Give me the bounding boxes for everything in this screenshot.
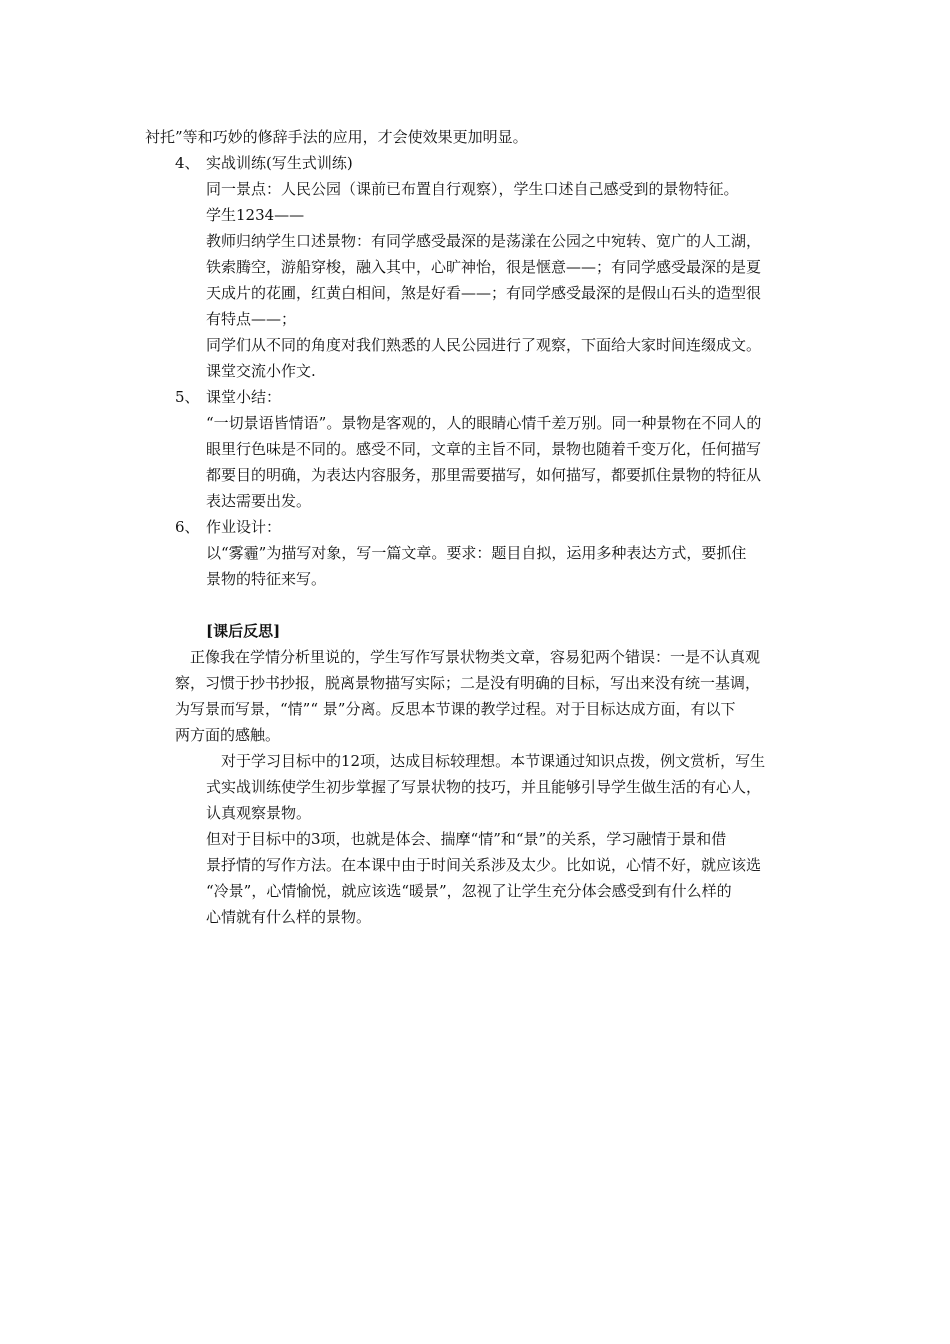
spacer bbox=[145, 592, 815, 618]
item-number: 6、 bbox=[175, 518, 200, 536]
paragraph-line: 景抒情的写作方法。在本课中由于时间关系涉及太少。比如说，心情不好，就应该选 bbox=[206, 856, 762, 874]
paragraph-line: 课堂交流小作文. bbox=[206, 362, 316, 380]
paragraph-line: 对于学习目标中的12项，达成目标较理想。本节课通过知识点拨，例文赏析，写生 bbox=[206, 752, 766, 770]
paragraph-line: 同学们从不同的角度对我们熟悉的人民公园进行了观察，下面给大家时间连缀成文。 bbox=[206, 336, 762, 354]
item-number: 5、 bbox=[175, 388, 200, 406]
list-item-6 bbox=[145, 514, 815, 540]
paragraph-line: 为写景而写景，“情”“ 景”分离。反思本节课的教学过程。对于目标达成方面，有以下 bbox=[175, 700, 736, 718]
list-item-5 bbox=[145, 384, 815, 410]
item-title: 课堂小结： bbox=[206, 388, 282, 406]
paragraph-line: 眼里行色味是不同的。感受不同，文章的主旨不同，景物也随着千变万化，任何描写 bbox=[206, 440, 762, 458]
document-body bbox=[145, 124, 815, 930]
intro-line: 衬托”等和巧妙的修辞手法的应用，才会使效果更加明显。 bbox=[145, 128, 528, 146]
item-title: 实战训练(写生式训练) bbox=[206, 154, 353, 172]
paragraph-line: 认真观察景物。 bbox=[206, 804, 312, 822]
paragraph-line: 教师归纳学生口述景物：有同学感受最深的是荡漾在公园之中宛转、宽广的人工湖， bbox=[206, 232, 762, 250]
paragraph-line: 天成片的花圃，红黄白相间，煞是好看——；有同学感受最深的是假山石头的造型很 bbox=[206, 284, 762, 302]
paragraph-line: 察，习惯于抄书抄报，脱离景物描写实际；二是没有明确的目标，写出来没有统一基调， bbox=[175, 674, 761, 692]
paragraph-line: 表达需要出发。 bbox=[206, 492, 312, 510]
paragraph-line: 两方面的感触。 bbox=[175, 726, 281, 744]
paragraph-line: 但对于目标中的3项，也就是体会、揣摩“情”和“景”的关系，学习融情于景和借 bbox=[206, 830, 727, 848]
paragraph-line: 铁索腾空，游船穿梭，融入其中，心旷神怡，很是惬意——；有同学感受最深的是夏 bbox=[206, 258, 762, 276]
item-number: 4、 bbox=[175, 154, 200, 172]
reflection-heading: [课后反思] bbox=[206, 622, 281, 640]
paragraph-line: 以“雾霾”为描写对象，写一篇文章。要求：题目自拟，运用多种表达方式，要抓住 bbox=[206, 544, 747, 562]
paragraph-line: 同一景点：人民公园（课前已布置自行观察），学生口述自己感受到的景物特征。 bbox=[206, 180, 739, 198]
paragraph-line: 有特点——； bbox=[206, 310, 297, 328]
paragraph-line: 心情就有什么样的景物。 bbox=[206, 908, 372, 926]
paragraph-line: 景物的特征来写。 bbox=[206, 570, 327, 588]
list-item-4 bbox=[145, 150, 815, 176]
paragraph-line: “一切景语皆情语”。景物是客观的，人的眼睛心情千差万别。同一种景物在不同人的 bbox=[206, 414, 762, 432]
paragraph-line: 学生1234—— bbox=[206, 206, 305, 224]
paragraph-line: “冷景”，心情愉悦，就应该选“暖景”，忽视了让学生充分体会感受到有什么样的 bbox=[206, 882, 732, 900]
paragraph-line: 正像我在学情分析里说的，学生写作写景状物类文章，容易犯两个错误：一是不认真观 bbox=[175, 648, 761, 666]
paragraph-line: 式实战训练使学生初步掌握了写景状物的技巧，并且能够引导学生做生活的有心人， bbox=[206, 778, 762, 796]
paragraph-line: 都要目的明确，为表达内容服务，那里需要描写，如何描写，都要抓住景物的特征从 bbox=[206, 466, 762, 484]
item-title: 作业设计： bbox=[206, 518, 282, 536]
